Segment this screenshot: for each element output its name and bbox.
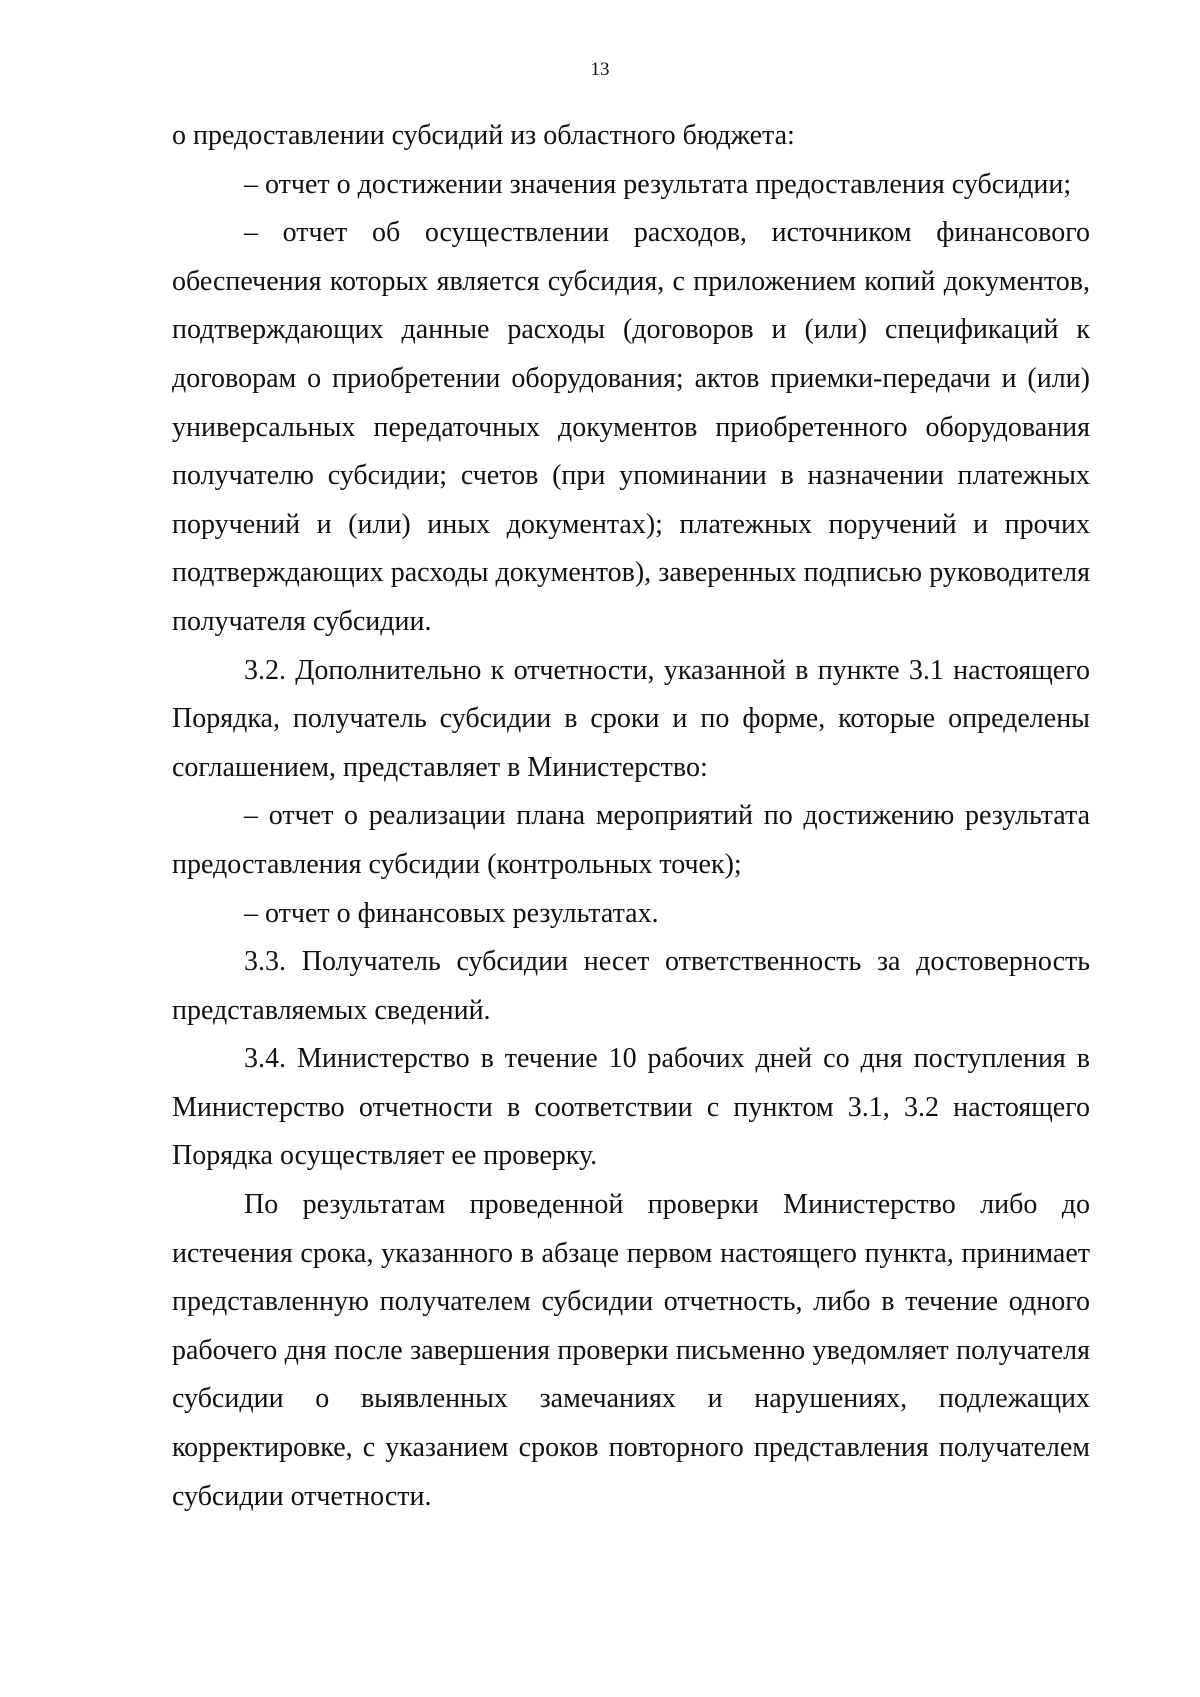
paragraph-section-3-3: 3.3. Получатель субсидии несет ответственность за достоверность представляемых сведений. — [172, 946, 1090, 1026]
paragraph-check-results: По результатам проведенной проверки Министерство либо до истечения срока, указанного в абзаце первом настоящего пункта, принимает представленную получателем субсидии отчетность, либо в течение одного рабочего дня после завершения проверки письменно уведомляет получателя субсидии о выявленных замечаниях и нарушениях, подлежащих корректировке, с указанием сроков повторного представления получателем субсидии отчетности. — [172, 1189, 1090, 1512]
document-body — [172, 112, 1090, 1521]
paragraph-financial-report: – отчет о финансовых результатах. — [244, 897, 659, 929]
page-number: 13 — [590, 59, 610, 80]
paragraph-subsidy-intro: о предоставлении субсидий из областного бюджета: — [172, 120, 795, 151]
paragraph-result-report: – отчет о достижении значения результата предоставления субсидии; — [244, 168, 1072, 200]
paragraph-section-3-4: 3.4. Министерство в течение 10 рабочих дней со дня поступления в Министерство отчетности в соответствии с пунктом 3.1, 3.2 настоящего Порядка осуществляет ее проверку. — [172, 1043, 1090, 1172]
paragraph-section-3-2: 3.2. Дополнительно к отчетности, указанной в пункте 3.1 настоящего Порядка, получатель субсидии в сроки и по форме, которые определены соглашением, представляет в Министерство: — [172, 654, 1090, 783]
paragraph-expenses-report: – отчет об осуществлении расходов, источником финансового обеспечения которых является субсидия, с приложением копий документов, подтверждающих данные расходы (договоров и (или) спецификаций к договорам о приобретении оборудования; актов приемки-передачи и (или) универсальных передаточных документов приобретенного оборудования получателю субсидии; счетов (при упоминании в назначении платежных поручений и (или) иных документах); платежных поручений и прочих подтверждающих расходы документов), заверенных подписью руководителя получателя субсидии. — [172, 217, 1090, 637]
paragraph-plan-report: – отчет о реализации плана мероприятий по достижению результата предоставления субсидии (контрольных точек); — [172, 800, 1090, 880]
